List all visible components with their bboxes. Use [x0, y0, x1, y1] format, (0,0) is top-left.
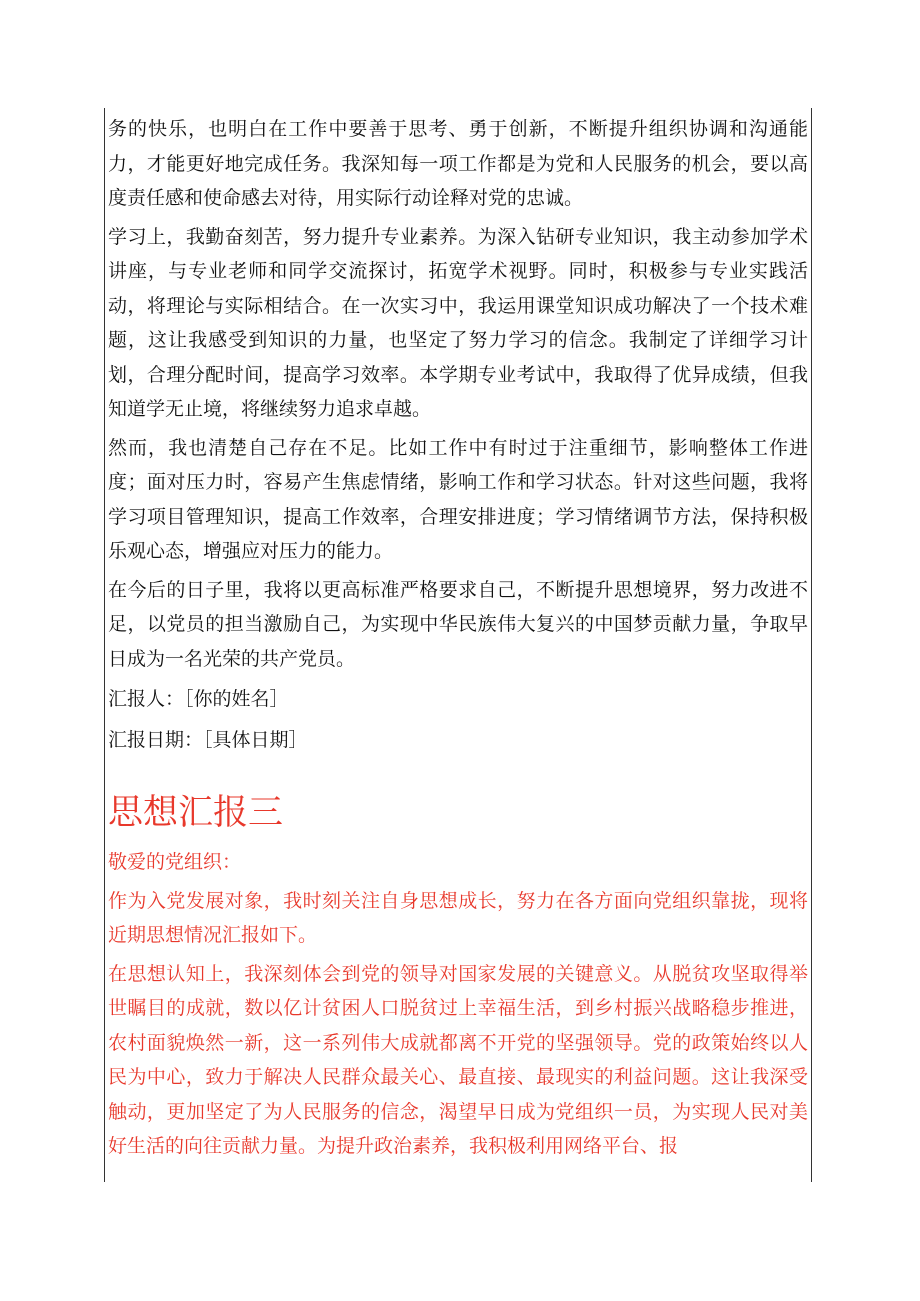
report-date-line: 汇报日期：［具体日期］: [108, 728, 308, 751]
reporter-line: 汇报人：［你的姓名］: [108, 688, 289, 710]
paragraph-intro: 作为入党发展对象，我时刻关注自身思想成长，努力在各方面向党组织靠拢，现将近期思想情况汇报如下。: [108, 889, 808, 946]
paragraph-shortcomings: 然而，我也清楚自己存在不足。比如工作中有时过于注重细节，影响整体工作进度；面对压力时，容易产生焦虑情绪，影响工作和学习状态。针对这些问题，我将学习项目管理知识，提高工作效率，合理安排进度；学习情绪调节方法，保持积极乐观心态，增强应对压力的能力。: [108, 436, 808, 562]
document-body: [108, 112, 808, 1164]
section-heading: 思想汇报三: [108, 793, 284, 833]
paragraph-ideology: 在思想认知上，我深刻体会到党的领导对国家发展的关键意义。从脱贫攻坚取得举世瞩目的成就，数以亿计贫困人口脱贫过上幸福生活，到乡村振兴战略稳步推进，农村面貌焕然一新，这一系列伟大成就都离不开党的坚强领导。党的政策始终以人民为中心，致力于解决人民群众最关心、最直接、最现实的利益问题。这让我深受触动，更加坚定了为人民服务的信念，渴望早日成为党组织一员，为实现人民对美好生活的向往贡献力量。为提升政治素养，我积极利用网络平台、报: [108, 962, 808, 1157]
paragraph-work-summary: 务的快乐，也明白在工作中要善于思考、勇于创新，不断提升组织协调和沟通能力，才能更好地完成任务。我深知每一项工作都是为党和人民服务的机会，要以高度责任感和使命感去对待，用实际行动诠释对党的忠诚。: [108, 118, 808, 209]
salutation: 敬爱的党组织：: [108, 851, 242, 873]
paragraph-future: 在今后的日子里，我将以更高标准严格要求自己，不断提升思想境界，努力改进不足，以党员的担当激励自己，为实现中华民族伟大复兴的中国梦贡献力量，争取早日成为一名光荣的共产党员。: [108, 578, 808, 670]
paragraph-study: 学习上，我勤奋刻苦，努力提升专业素养。为深入钻研专业知识，我主动参加学术讲座，与专业老师和同学交流探讨，拓宽学术视野。同时，积极参与专业实践活动，将理论与实际相结合。在一次实习中，我运用课堂知识成功解决了一个技术难题，这让我感受到知识的力量，也坚定了努力学习的信念。我制定了详细学习计划，合理分配时间，提高学习效率。本学期专业考试中，我取得了优异成绩，但我知道学无止境，将继续努力追求卓越。: [108, 225, 808, 420]
